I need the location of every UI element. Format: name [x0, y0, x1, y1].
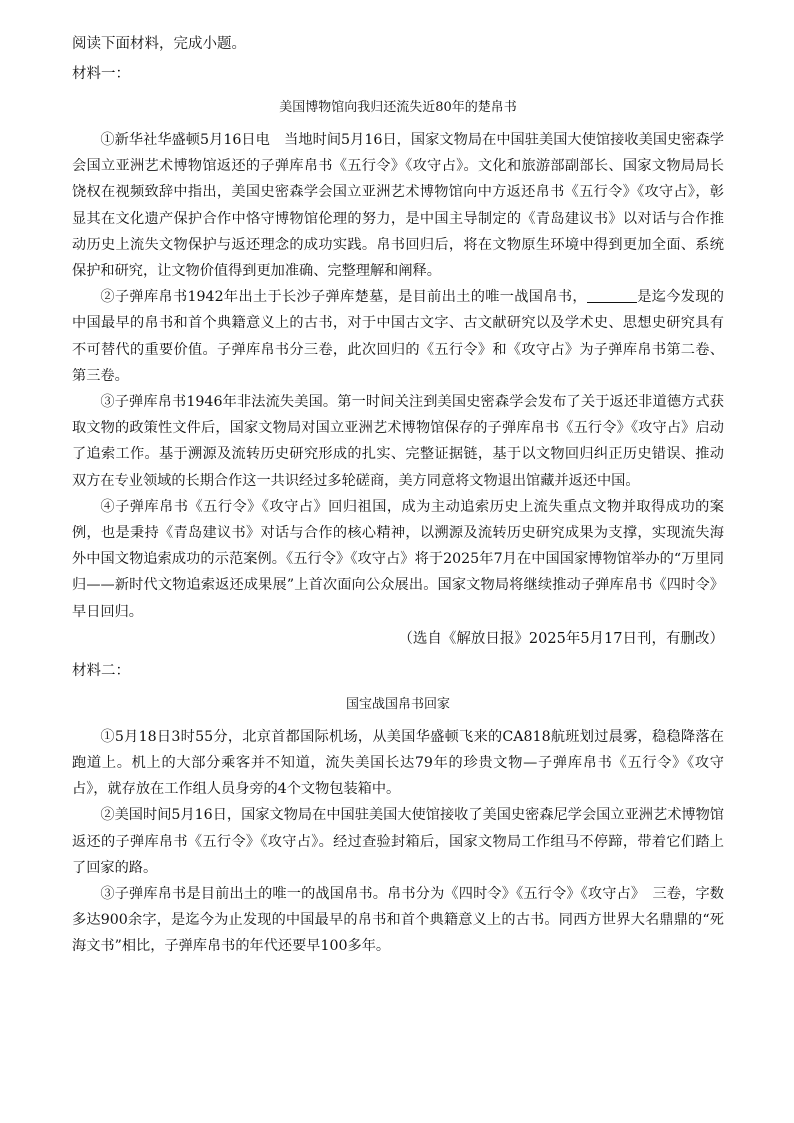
material-one-label: 材料一： [72, 66, 130, 82]
paragraph-2-second-part: 是迄今发现的中国最早的帛书和首个典籍意义上的古书，对于中国古文字、古文献研究以及学术史、思想史研究具有不可替代的重要价值。子弹库帛书分三卷，此次回归的《五行令》和《攻守占》为子弹库帛书第二卷、第三卷。 [72, 289, 724, 384]
material-one-source: （选自《解放日报》2025年5月17日刊，有删改） [398, 630, 724, 647]
material-one-paragraph-3: ③子弹库帛书1946年非法流失美国。第一时间关注到美国史密森学会发布了关于返还非道德方式获取文物的政策性文件后，国家文物局对国立亚洲艺术博物馆保存的子弹库帛书《五行令》《攻守占》启动了追索工作。基于溯源及流转历史研究形成的扎实、完整证据链，基于以文物回归纠正历史错误、推动双方在专业领域的长期合作这一共识经过多轮磋商，美方同意将文物退出馆藏并返还中国。 [72, 394, 724, 489]
document-page [72, 34, 724, 960]
material-two-title: 国宝战国帛书回家 [345, 696, 450, 712]
material-one-title: 美国博物馆向我归还流失近80年的楚帛书 [279, 100, 517, 115]
material-one-paragraph-4: ④子弹库帛书《五行令》《攻守占》回归祖国，成为主动追索历史上流失重点文物并取得成功的案例，也是秉持《青岛建议书》对话与合作的核心精神，以溯源及流转历史研究成果为支撑，实现流失海外中国文物追索成功的示范案例。《五行令》《攻守占》将于2025年7月在中国国家博物馆举办的“万里同归——新时代文物追索返还成果展”上首次面向公众展出。国家文物局将继续推动子弹库帛书《四时令》早日回归。 [72, 498, 724, 620]
material-two-paragraph-1: ①5月18日3时55分，北京首都国际机场，从美国华盛顿飞来的CA818航班划过晨雾，稳稳降落在跑道上。机上的大部分乘客并不知道，流失美国长达79年的珍贵文物—子弹库帛书《五行令》《攻守占》，就存放在工作组人员身旁的4个文物包装箱中。 [72, 728, 724, 798]
material-one-paragraph-1: ①新华社华盛顿5月16日电 当地时间5月16日，国家文物局在中国驻美国大使馆接收美国史密森学会国立亚洲艺术博物馆返还的子弹库帛书《五行令》《攻守占》。文化和旅游部副部长、国家文物局局长饶权在视频致辞中指出，美国史密森学会国立亚洲艺术博物馆向中方返还帛书《五行令》《攻守占》，彰显其在文化遗产保护合作中恪守博物馆伦理的努力，是中国主导制定的《青岛建议书》以对话与合作推动历史上流失文物保护与返还理念的成功实践。帛书回归后，将在文物原生环境中得到更加全面、系统保护和研究，让文物价值得到更加准确、完整理解和阐释。 [72, 132, 724, 280]
material-two-label: 材料二： [72, 662, 130, 679]
paragraph-2-first-part: ②子弹库帛书1942年出土于长沙子弹库楚墓，是目前出土的唯一战国帛书， [100, 289, 587, 306]
material-two-paragraph-2: ②美国时间5月16日，国家文物局在中国驻美国大使馆接收了美国史密森尼学会国立亚洲艺术博物馆返还的子弹库帛书《五行令》《攻守占》。经过查验封箱后，国家文物局工作组马不停蹄，带着它们踏上了回家的路。 [72, 807, 724, 876]
material-one-paragraph-2 [72, 284, 724, 389]
instruction-text: 阅读下面材料，完成小题。 [72, 36, 246, 52]
material-two-paragraph-3: ③子弹库帛书是目前出土的唯一的战国帛书。帛书分为《四时令》《五行令》《攻守占》 三卷，字数多达900余字，是迄今为止发现的中国最早的帛书和首个典籍意义上的古书。同西方世界大名鼎鼎的“死海文书”相比，子弹库帛书的年代还要早100多年。 [72, 886, 724, 955]
fill-in-blank [587, 288, 637, 303]
